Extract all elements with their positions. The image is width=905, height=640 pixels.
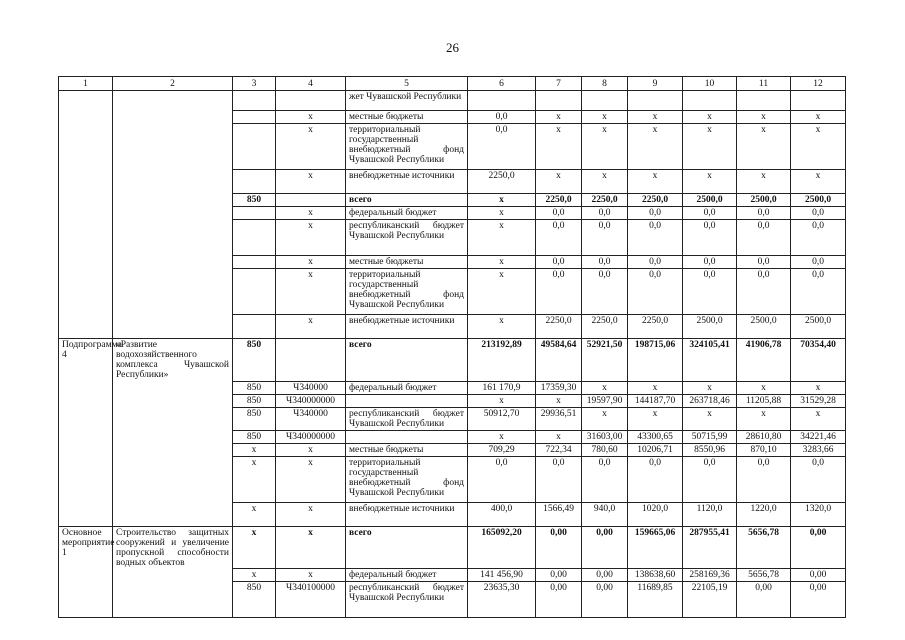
table-cell: x — [737, 170, 791, 194]
table-cell: x — [468, 269, 536, 315]
table-cell: x — [276, 111, 346, 124]
table-cell: 1566,49 — [536, 502, 582, 526]
header-cell: 9 — [628, 77, 683, 91]
table-cell: x — [536, 124, 582, 170]
program-cell — [113, 456, 233, 502]
budget-source-cell: республиканский бюджет Чувашской Республики — [346, 407, 468, 430]
table-cell: 22105,19 — [683, 582, 737, 618]
table-row — [59, 207, 846, 220]
budget-source-cell: внебюджетные источники — [346, 502, 468, 526]
table-row — [59, 111, 846, 124]
budget-source-cell: федеральный бюджет — [346, 569, 468, 582]
table-cell: Ч340000 — [276, 407, 346, 430]
table-cell: 2250,0 — [582, 315, 628, 339]
table-cell: 287955,41 — [683, 526, 737, 569]
header-cell: 12 — [791, 77, 846, 91]
budget-source-cell: всего — [346, 194, 468, 207]
table-row — [59, 269, 846, 315]
program-cell — [113, 582, 233, 618]
table-cell: 161 170,9 — [468, 381, 536, 394]
program-cell — [59, 220, 113, 256]
program-cell — [113, 124, 233, 170]
table-cell: 0,0 — [582, 269, 628, 315]
table-cell: 2500,0 — [683, 194, 737, 207]
header-cell: 6 — [468, 77, 536, 91]
table-cell — [233, 269, 276, 315]
table-cell: x — [683, 381, 737, 394]
header-cell: 5 — [346, 77, 468, 91]
table-cell: x — [628, 407, 683, 430]
table-cell: 0,0 — [791, 456, 846, 502]
table-row — [59, 91, 846, 111]
table-cell: 31603,00 — [582, 430, 628, 443]
table-cell — [233, 315, 276, 339]
table-cell: 0,0 — [737, 456, 791, 502]
table-cell: x — [276, 269, 346, 315]
table-cell: 19597,90 — [582, 394, 628, 407]
budget-source-cell: федеральный бюджет — [346, 381, 468, 394]
table-cell: x — [536, 170, 582, 194]
table-cell: x — [791, 124, 846, 170]
table-cell: x — [683, 111, 737, 124]
table-cell: 2250,0 — [536, 315, 582, 339]
table-cell: Ч340000000 — [276, 394, 346, 407]
table-cell: x — [276, 526, 346, 569]
program-cell — [59, 456, 113, 502]
table-row — [59, 502, 846, 526]
table-cell: 0,0 — [536, 456, 582, 502]
table-cell: 144187,70 — [628, 394, 683, 407]
table-cell: 0,0 — [737, 207, 791, 220]
table-cell: 198715,06 — [628, 339, 683, 382]
table-row — [59, 582, 846, 618]
table-cell: 2250,0 — [628, 194, 683, 207]
program-cell — [59, 430, 113, 443]
table-row — [59, 430, 846, 443]
table-cell: 159665,06 — [628, 526, 683, 569]
table-cell: 0,00 — [791, 569, 846, 582]
table-row — [59, 339, 846, 382]
program-cell — [113, 111, 233, 124]
table-cell: 0,0 — [628, 456, 683, 502]
budget-source-cell: всего — [346, 339, 468, 382]
table-row — [59, 170, 846, 194]
program-cell — [113, 443, 233, 456]
program-cell — [113, 569, 233, 582]
table-cell: 400,0 — [468, 502, 536, 526]
budget-source-cell: территориальный государственный внебюджетный фонд Чувашской Республики — [346, 269, 468, 315]
table-cell: 2500,0 — [683, 315, 737, 339]
table-cell: 2250,0 — [582, 194, 628, 207]
table-cell: 850 — [233, 430, 276, 443]
program-cell — [59, 111, 113, 124]
table-cell: x — [276, 502, 346, 526]
program-cell — [113, 91, 233, 111]
budget-source-cell: республиканский бюджет Чувашской Республики — [346, 582, 468, 618]
table-cell: 709,29 — [468, 443, 536, 456]
program-cell: Основное мероприятие 1 — [59, 526, 113, 569]
table-cell: x — [276, 124, 346, 170]
table-cell: 5656,78 — [737, 526, 791, 569]
program-cell — [113, 194, 233, 207]
table-cell: 0,0 — [628, 220, 683, 256]
table-cell: 2500,0 — [737, 315, 791, 339]
table-cell: x — [628, 170, 683, 194]
table-row — [59, 394, 846, 407]
table-cell: x — [737, 124, 791, 170]
table-cell: 213192,89 — [468, 339, 536, 382]
budget-source-cell — [346, 394, 468, 407]
table-cell: x — [737, 407, 791, 430]
program-cell — [113, 394, 233, 407]
table-row — [59, 124, 846, 170]
table-cell: x — [233, 456, 276, 502]
table-cell: x — [276, 569, 346, 582]
budget-table — [58, 76, 846, 618]
table-cell: x — [233, 443, 276, 456]
table-row — [59, 381, 846, 394]
table-cell: 263718,46 — [683, 394, 737, 407]
budget-source-cell: всего — [346, 526, 468, 569]
table-cell: x — [628, 381, 683, 394]
table-cell: x — [276, 207, 346, 220]
table-cell: 17359,30 — [536, 381, 582, 394]
budget-source-cell: федеральный бюджет — [346, 207, 468, 220]
program-cell — [59, 582, 113, 618]
table-cell: 0,0 — [582, 207, 628, 220]
table-cell: 41906,78 — [737, 339, 791, 382]
table-cell: 0,0 — [468, 124, 536, 170]
table-cell: 28610,80 — [737, 430, 791, 443]
program-cell — [113, 502, 233, 526]
table-cell: 50912,70 — [468, 407, 536, 430]
program-cell: Подпрограмма 4 — [59, 339, 113, 382]
table-cell: x — [628, 111, 683, 124]
table-cell: 0,00 — [582, 526, 628, 569]
header-cell: 4 — [276, 77, 346, 91]
program-cell — [113, 170, 233, 194]
table-cell: x — [468, 430, 536, 443]
table-cell: x — [233, 526, 276, 569]
table-cell: 850 — [233, 582, 276, 618]
table-cell: 2250,0 — [628, 315, 683, 339]
table-cell: x — [276, 170, 346, 194]
program-cell — [59, 381, 113, 394]
header-cell: 11 — [737, 77, 791, 91]
table-cell: 0,0 — [628, 207, 683, 220]
table-cell: 23635,30 — [468, 582, 536, 618]
program-cell — [113, 430, 233, 443]
table-cell: x — [468, 194, 536, 207]
table-cell — [737, 91, 791, 111]
table-cell: 0,0 — [683, 456, 737, 502]
budget-source-cell: местные бюджеты — [346, 111, 468, 124]
table-cell: Ч340100000 — [276, 582, 346, 618]
table-cell: 0,0 — [628, 256, 683, 269]
header-row — [59, 77, 846, 91]
table-cell: 0,0 — [737, 269, 791, 315]
table-cell: 0,0 — [582, 220, 628, 256]
table-cell: 0,00 — [737, 582, 791, 618]
budget-source-cell: территориальный государственный внебюджетный фонд Чувашской Республики — [346, 456, 468, 502]
table-cell — [791, 91, 846, 111]
table-cell: 31529,28 — [791, 394, 846, 407]
table-cell: x — [791, 170, 846, 194]
table-cell: 43300,65 — [628, 430, 683, 443]
table-cell: 258169,36 — [683, 569, 737, 582]
table-cell — [233, 220, 276, 256]
table-cell: x — [791, 111, 846, 124]
table-cell: 0,0 — [536, 220, 582, 256]
program-cell: Строительство защитных сооружений и увеличение пропускной способности водных объектов — [113, 526, 233, 569]
table-cell — [233, 124, 276, 170]
program-cell — [113, 315, 233, 339]
table-cell: Ч340000 — [276, 381, 346, 394]
program-cell — [59, 207, 113, 220]
program-cell — [113, 381, 233, 394]
table-row — [59, 456, 846, 502]
program-cell — [113, 256, 233, 269]
header-cell: 1 — [59, 77, 113, 91]
table-cell: 52921,50 — [582, 339, 628, 382]
table-cell: 70354,40 — [791, 339, 846, 382]
table-cell: 0,00 — [791, 582, 846, 618]
table-cell: 2500,0 — [791, 194, 846, 207]
table-row — [59, 526, 846, 569]
table-cell: 2250,0 — [536, 194, 582, 207]
program-cell — [59, 394, 113, 407]
table-cell: x — [536, 394, 582, 407]
table-cell — [233, 91, 276, 111]
table-body — [59, 91, 846, 618]
table-row — [59, 315, 846, 339]
table-cell: 2250,0 — [468, 170, 536, 194]
table-cell: x — [791, 381, 846, 394]
table-cell — [468, 91, 536, 111]
table-cell: 0,00 — [536, 569, 582, 582]
table-cell — [233, 256, 276, 269]
table-cell: 0,0 — [468, 111, 536, 124]
table-cell: x — [628, 124, 683, 170]
table-cell: 0,0 — [683, 256, 737, 269]
table-cell — [233, 207, 276, 220]
table-cell: 0,0 — [536, 256, 582, 269]
table-cell: x — [233, 502, 276, 526]
table-cell: 850 — [233, 194, 276, 207]
program-cell — [59, 407, 113, 430]
table-cell — [582, 91, 628, 111]
table-cell: 29936,51 — [536, 407, 582, 430]
table-cell: 870,10 — [737, 443, 791, 456]
table-cell: 0,0 — [791, 256, 846, 269]
table-cell: 850 — [233, 381, 276, 394]
table-cell: 34221,46 — [791, 430, 846, 443]
table-cell: 165092,20 — [468, 526, 536, 569]
budget-source-cell: внебюджетные источники — [346, 170, 468, 194]
table-cell: x — [468, 207, 536, 220]
table-cell: 850 — [233, 394, 276, 407]
table-cell: Ч340000000 — [276, 430, 346, 443]
table-cell: x — [276, 220, 346, 256]
table-cell: 0,0 — [683, 269, 737, 315]
table-cell: x — [737, 111, 791, 124]
program-cell — [113, 407, 233, 430]
budget-source-cell — [346, 430, 468, 443]
table-cell — [683, 91, 737, 111]
table-row — [59, 407, 846, 430]
table-cell: x — [468, 256, 536, 269]
budget-source-cell: территориальный государственный внебюджетный фонд Чувашской Республики — [346, 124, 468, 170]
budget-source-cell: внебюджетные источники — [346, 315, 468, 339]
table-cell: 0,0 — [536, 207, 582, 220]
header-cell: 8 — [582, 77, 628, 91]
table-cell: x — [582, 381, 628, 394]
table-cell: 0,0 — [582, 456, 628, 502]
table-cell: 940,0 — [582, 502, 628, 526]
table-cell — [233, 111, 276, 124]
table-cell: x — [468, 220, 536, 256]
table-cell: 0,00 — [791, 526, 846, 569]
budget-source-cell: жет Чувашской Республики — [346, 91, 468, 111]
table-cell: 11689,85 — [628, 582, 683, 618]
program-cell: «Развитие водохозяйственного комплекса Чувашской Республики» — [113, 339, 233, 382]
table-cell: 5656,78 — [737, 569, 791, 582]
table-cell: x — [468, 394, 536, 407]
table-cell: 0,0 — [536, 269, 582, 315]
table-cell: 0,00 — [582, 582, 628, 618]
table-cell: 11205,88 — [737, 394, 791, 407]
table-cell: 0,00 — [582, 569, 628, 582]
table-cell: x — [683, 170, 737, 194]
table-cell: x — [276, 256, 346, 269]
table-cell: x — [276, 443, 346, 456]
table-cell: 2500,0 — [737, 194, 791, 207]
table-cell: 850 — [233, 339, 276, 382]
table-cell: 1320,0 — [791, 502, 846, 526]
program-cell — [59, 170, 113, 194]
table-cell: x — [582, 111, 628, 124]
table-cell — [233, 170, 276, 194]
table-cell: x — [683, 124, 737, 170]
table-cell — [276, 339, 346, 382]
table-cell: 0,00 — [536, 582, 582, 618]
table-cell: 0,0 — [791, 269, 846, 315]
table-cell: 0,00 — [536, 526, 582, 569]
program-cell — [59, 315, 113, 339]
table-row — [59, 569, 846, 582]
program-cell — [113, 220, 233, 256]
table-cell: 3283,66 — [791, 443, 846, 456]
table-cell: 0,0 — [737, 220, 791, 256]
table-cell: 0,0 — [468, 456, 536, 502]
table-cell: 1020,0 — [628, 502, 683, 526]
program-cell — [59, 194, 113, 207]
program-cell — [113, 269, 233, 315]
header-cell: 7 — [536, 77, 582, 91]
table-cell: 1220,0 — [737, 502, 791, 526]
table-cell — [276, 194, 346, 207]
table-cell: 0,0 — [791, 220, 846, 256]
table-cell: x — [582, 124, 628, 170]
program-cell — [113, 207, 233, 220]
program-cell — [59, 91, 113, 111]
table-cell: 0,0 — [628, 269, 683, 315]
header-cell: 3 — [233, 77, 276, 91]
table-cell: x — [683, 407, 737, 430]
table-cell: 1120,0 — [683, 502, 737, 526]
table-cell: x — [233, 569, 276, 582]
table-cell: 8550,96 — [683, 443, 737, 456]
table-cell: 0,0 — [582, 256, 628, 269]
table-cell: 49584,64 — [536, 339, 582, 382]
table-cell: 850 — [233, 407, 276, 430]
table-cell: 2500,0 — [791, 315, 846, 339]
page-number: 26 — [446, 40, 459, 55]
table-cell: x — [582, 170, 628, 194]
program-cell — [59, 569, 113, 582]
table-cell: 10206,71 — [628, 443, 683, 456]
table-row — [59, 220, 846, 256]
table-cell — [628, 91, 683, 111]
table-cell: 324105,41 — [683, 339, 737, 382]
budget-source-cell: местные бюджеты — [346, 443, 468, 456]
table-cell: x — [536, 111, 582, 124]
table-cell: x — [582, 407, 628, 430]
program-cell — [59, 256, 113, 269]
table-cell: 0,0 — [683, 220, 737, 256]
table-cell: 0,0 — [683, 207, 737, 220]
header-cell: 10 — [683, 77, 737, 91]
table-cell: x — [791, 407, 846, 430]
header-cell: 2 — [113, 77, 233, 91]
table-cell: x — [468, 315, 536, 339]
program-cell — [59, 443, 113, 456]
table-row — [59, 443, 846, 456]
table-cell: 50715,99 — [683, 430, 737, 443]
table-cell: 138638,60 — [628, 569, 683, 582]
table-cell: x — [276, 315, 346, 339]
table-cell: x — [276, 456, 346, 502]
budget-source-cell: местные бюджеты — [346, 256, 468, 269]
table-cell: 0,0 — [791, 207, 846, 220]
table-cell: x — [737, 381, 791, 394]
table-cell: 780,60 — [582, 443, 628, 456]
program-cell — [59, 269, 113, 315]
program-cell — [59, 502, 113, 526]
table-row — [59, 194, 846, 207]
table-cell: x — [536, 430, 582, 443]
table-cell — [276, 91, 346, 111]
program-cell — [59, 124, 113, 170]
table-cell: 722,34 — [536, 443, 582, 456]
budget-source-cell: республиканский бюджет Чувашской Республики — [346, 220, 468, 256]
table-cell: 0,0 — [737, 256, 791, 269]
table-cell: 141 456,90 — [468, 569, 536, 582]
table-cell — [536, 91, 582, 111]
table-row — [59, 256, 846, 269]
